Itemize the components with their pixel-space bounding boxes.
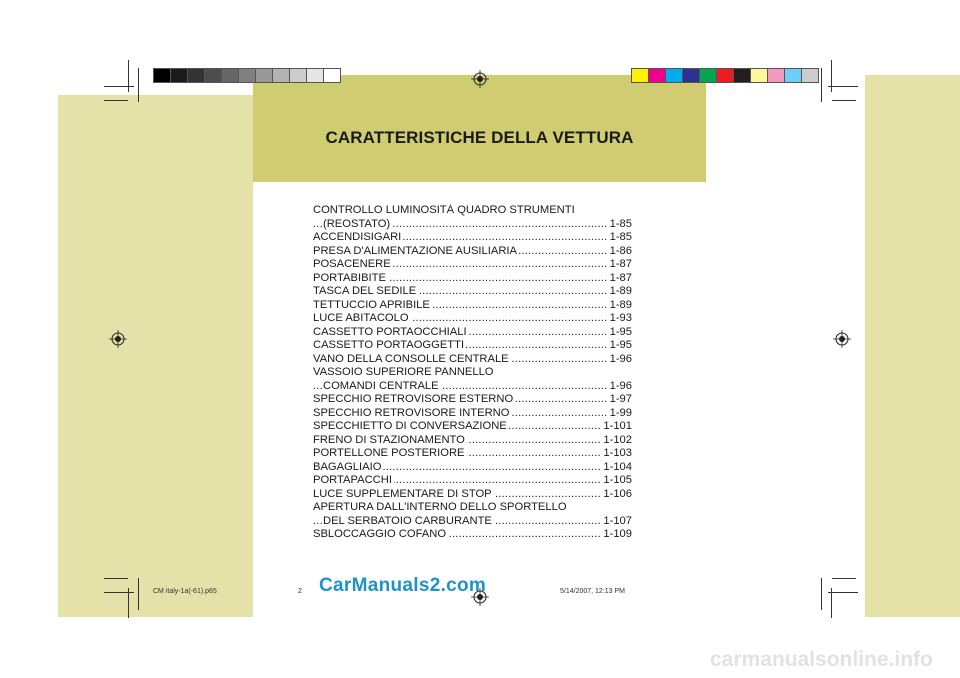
toc-entry-page: 1-89 bbox=[607, 299, 632, 313]
toc-entry bbox=[313, 407, 632, 421]
crop-mark bbox=[821, 68, 822, 102]
toc-entry bbox=[313, 393, 632, 407]
toc-entry-title: APERTURA DALL'INTERNO DELLO SPORTELLO bbox=[313, 501, 567, 513]
crop-mark bbox=[128, 60, 129, 92]
toc-entry bbox=[313, 461, 632, 475]
process-color-calibration-strip bbox=[631, 68, 818, 83]
gray-swatch bbox=[289, 68, 307, 83]
toc-entry bbox=[313, 366, 632, 380]
toc-entry bbox=[313, 434, 632, 448]
toc-entry-page: 1-101 bbox=[600, 420, 632, 434]
toc-entry-page: 1-99 bbox=[607, 407, 632, 421]
crop-mark bbox=[831, 60, 832, 92]
toc-entry-title: CONTROLLO LUMINOSITÀ QUADRO STRUMENTI bbox=[313, 204, 575, 216]
table-of-contents bbox=[313, 204, 632, 542]
toc-entry-title: SPECCHIO RETROVISORE ESTERNO bbox=[313, 393, 514, 405]
crop-mark bbox=[828, 86, 858, 87]
toc-entry-page: 1-96 bbox=[607, 380, 632, 394]
toc-entry-page: 1-85 bbox=[607, 231, 632, 245]
toc-entry-title: (REOSTATO) bbox=[323, 217, 391, 230]
color-swatch bbox=[733, 68, 751, 83]
grayscale-calibration-strip bbox=[153, 68, 340, 83]
toc-entry bbox=[313, 258, 632, 272]
color-swatch bbox=[682, 68, 700, 83]
toc-entry-page: 1-107 bbox=[600, 515, 632, 529]
toc-entry-page: 1-95 bbox=[607, 339, 632, 353]
toc-entry-title: LUCE ABITACOLO bbox=[313, 312, 409, 324]
registration-mark-icon bbox=[471, 70, 489, 88]
toc-entry-page: 1-109 bbox=[600, 528, 632, 542]
toc-entry-page: 1-86 bbox=[607, 245, 632, 259]
crop-mark bbox=[832, 100, 856, 101]
toc-entry-title: FRENO DI STAZIONAMENTO bbox=[313, 433, 465, 446]
footer-page-number: 2 bbox=[298, 588, 302, 595]
toc-entry-page: 1-106 bbox=[600, 488, 632, 502]
toc-entry-title: BAGAGLIAIO bbox=[313, 460, 382, 473]
gray-swatch bbox=[272, 68, 290, 83]
crop-mark bbox=[104, 86, 134, 87]
crop-mark bbox=[832, 578, 856, 579]
crop-mark bbox=[831, 588, 832, 618]
toc-entry-title: SBLOCCAGGIO COFANO bbox=[313, 528, 447, 540]
toc-entry bbox=[313, 312, 632, 326]
toc-entry-title: ACCENDISIGARI bbox=[313, 231, 402, 243]
toc-entry bbox=[313, 528, 632, 542]
toc-entry-page: 1-93 bbox=[607, 312, 632, 326]
toc-entry-page: 1-87 bbox=[607, 272, 632, 286]
color-swatch bbox=[699, 68, 717, 83]
toc-entry-title: PRESA D'ALIMENTAZIONE AUSILIARIA bbox=[313, 244, 517, 257]
toc-entry-title: SPECCHIETTO DI CONVERSAZIONE bbox=[313, 420, 507, 432]
toc-entry-page: 1-102 bbox=[600, 434, 632, 448]
crop-mark bbox=[104, 578, 128, 579]
toc-entry bbox=[313, 218, 632, 232]
toc-entry-title: PORTAPACCHI bbox=[313, 474, 392, 486]
footer-filename: CM italy-1a(-61).p65 bbox=[153, 588, 217, 595]
toc-entry bbox=[313, 285, 632, 299]
gray-swatch bbox=[221, 68, 239, 83]
toc-entry-title: PORTABIBITE bbox=[313, 271, 386, 284]
crop-mark bbox=[104, 100, 128, 101]
color-swatch bbox=[750, 68, 768, 83]
gray-swatch bbox=[204, 68, 222, 83]
toc-entry bbox=[313, 474, 632, 488]
footer-datetime: 5/14/2007, 12:13 PM bbox=[560, 588, 625, 595]
watermark-carmanuals2: CarManuals2.com bbox=[319, 575, 487, 596]
color-swatch bbox=[631, 68, 649, 83]
gray-swatch bbox=[170, 68, 188, 83]
gray-swatch bbox=[306, 68, 324, 83]
toc-entry-page: 1-85 bbox=[607, 218, 632, 232]
color-swatch bbox=[716, 68, 734, 83]
toc-entry-title: VANO DELLA CONSOLLE CENTRALE bbox=[313, 352, 509, 365]
toc-entry-title: DEL SERBATOIO CARBURANTE bbox=[323, 514, 492, 527]
toc-entry-title: POSACENERE bbox=[313, 258, 391, 270]
watermark-carmanualsonline: carmanualsonline.info bbox=[710, 648, 933, 671]
crop-mark bbox=[828, 592, 858, 593]
color-swatch bbox=[784, 68, 802, 83]
gray-swatch bbox=[238, 68, 256, 83]
toc-entry bbox=[313, 299, 632, 313]
toc-entry-page: 1-105 bbox=[600, 474, 632, 488]
crop-mark bbox=[138, 68, 139, 102]
toc-entry-title: LUCE SUPPLEMENTARE DI STOP bbox=[313, 487, 492, 500]
color-swatch bbox=[767, 68, 785, 83]
toc-entry bbox=[313, 380, 632, 394]
toc-entry bbox=[313, 339, 632, 353]
toc-entry-page: 1-95 bbox=[607, 326, 632, 340]
registration-mark-icon bbox=[109, 330, 127, 348]
toc-entry-page: 1-97 bbox=[607, 393, 632, 407]
toc-entry bbox=[313, 231, 632, 245]
toc-entry bbox=[313, 204, 632, 218]
gray-swatch bbox=[187, 68, 205, 83]
toc-entry-title: PORTELLONE POSTERIORE bbox=[313, 447, 465, 459]
toc-entry-page: 1-96 bbox=[607, 353, 632, 367]
crop-mark bbox=[128, 588, 129, 618]
toc-entry bbox=[313, 326, 632, 340]
toc-entry bbox=[313, 245, 632, 259]
toc-entry bbox=[313, 272, 632, 286]
color-swatch bbox=[801, 68, 819, 83]
color-swatch bbox=[665, 68, 683, 83]
toc-entry bbox=[313, 515, 632, 529]
left-color-band bbox=[58, 95, 253, 617]
gray-swatch bbox=[255, 68, 273, 83]
toc-entry bbox=[313, 501, 632, 515]
toc-entry-title: COMANDI CENTRALE bbox=[323, 379, 439, 392]
toc-entry bbox=[313, 353, 632, 367]
crop-mark bbox=[104, 592, 134, 593]
toc-entry-page: 1-104 bbox=[600, 461, 632, 475]
toc-entry-title: TASCA DEL SEDILE bbox=[313, 285, 417, 297]
registration-mark-icon bbox=[833, 330, 851, 348]
toc-entry-title: VASSOIO SUPERIORE PANNELLO bbox=[313, 366, 494, 378]
section-title: CARATTERISTICHE DELLA VETTURA bbox=[325, 128, 634, 147]
toc-entry-page: 1-89 bbox=[607, 285, 632, 299]
gray-swatch bbox=[323, 68, 341, 83]
toc-entry bbox=[313, 420, 632, 434]
crop-mark bbox=[138, 578, 139, 610]
toc-entry-page: 1-103 bbox=[600, 447, 632, 461]
toc-entry bbox=[313, 488, 632, 502]
toc-entry-title: TETTUCCIO APRIBILE bbox=[313, 298, 430, 311]
toc-entry-title: CASSETTO PORTAOGGETTI bbox=[313, 339, 465, 351]
right-color-band bbox=[865, 75, 960, 617]
toc-entry-title: SPECCHIO RETROVISORE INTERNO bbox=[313, 406, 510, 419]
toc-entry bbox=[313, 447, 632, 461]
crop-mark bbox=[821, 578, 822, 610]
toc-entry-page: 1-87 bbox=[607, 258, 632, 272]
gray-swatch bbox=[153, 68, 171, 83]
color-swatch bbox=[648, 68, 666, 83]
toc-entry-title: CASSETTO PORTAOCCHIALI bbox=[313, 325, 467, 338]
